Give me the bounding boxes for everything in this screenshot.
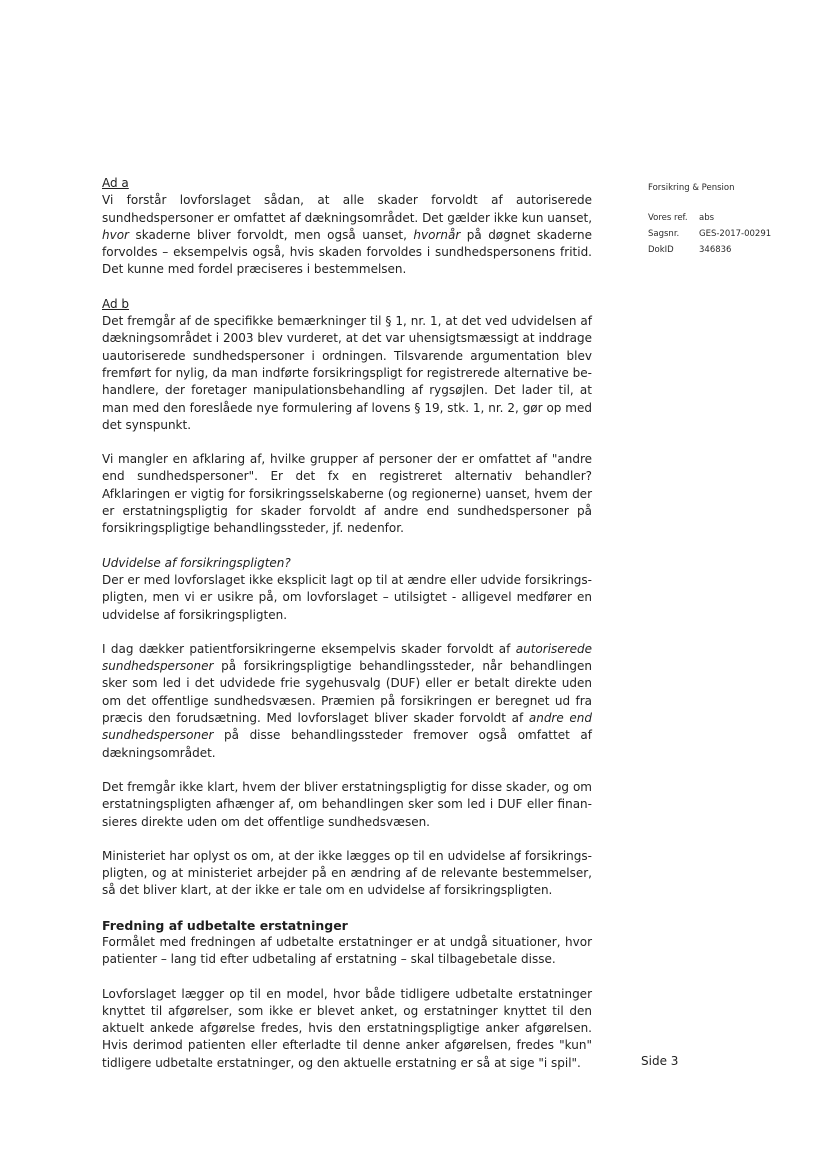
heading-udvidelse: Udvidelse af forsikringspligten? xyxy=(102,555,291,570)
reference-sidebar xyxy=(648,180,798,258)
heading-ad-a: Ad a xyxy=(102,176,129,190)
paragraph-udvidelse-1: Der er med lovforslaget ikke eksplicit lagt op til at ændre eller udvide forsikringspligten, men vi er usikre på, om lovforslaget – utilsigtet - alligevel medfører en udvidelse af forsikringspligten. xyxy=(102,572,592,622)
ref-value: GES-2017-00291 xyxy=(699,229,772,239)
ref-label: Vores ref. xyxy=(648,213,688,223)
heading-ad-b: Ad b xyxy=(102,296,130,311)
text-run: på døgnet skaderne forvoldes – eksempelvis også, hvis skaden forvoldes i sundhedspersonens fritid. Det kunne med fordel præciseres i bestemmelsen. xyxy=(102,227,592,277)
text-run: I dag dækker patientforsikringerne eksempelvis skader forvoldt af xyxy=(102,641,516,656)
paragraph-ad-b-1: Det fremgår af de specifikke bemærkninger til § 1, nr. 1, at det ved udvidelsen af dækningsområdet i 2003 blev vurderet, at det var uhensigtsmæssigt at inddrage uautoriserede sundhedspersoner i ordningen. Tilsvarende argumentation blev fremført for nylig, da man indførte forsikringspligt for registrerede alternative behandlere, der foretager manipulationsbehandling af rygsøjlen. Det lader til, at man med den foreslåede nye formulering af lovens § 19, stk. 1, nr. 2, gør op med det synspunkt. xyxy=(102,314,592,432)
italic-run: autoriserede sundhedspersoner xyxy=(102,641,592,674)
italic-run: hvor xyxy=(102,227,129,242)
text-run: på forsikringspligtige behandlingssteder, når behandlingen sker som led i det udvidede frie sygehusvalg (DUF) eller er betalt direkte uden om det offentlige sundhedsvæsen. Præmien på forsikringen er beregnet ud fra præcis den forudsætning. Med lovforslaget bliver skader forvoldt af xyxy=(102,659,592,726)
body-text xyxy=(102,175,592,1089)
paragraph-ad-a xyxy=(102,192,592,278)
page-number: Side 3 xyxy=(641,1054,679,1068)
paragraph-fredning-1: Formålet med fredningen af udbetalte erstatninger er at undgå situationer, hvor patienter – lang tid efter udbetaling af erstatning – skal tilbagebetale disse. xyxy=(102,934,592,967)
paragraph-udvidelse-2 xyxy=(102,641,592,762)
paragraph-fredning-2: Lovforslaget lægger op til en model, hvor både tidligere udbetalte erstatninger knyttet til afgørelser, som ikke er blevet anket, og erstatninger knyttet til den aktuelt ankede afgørelse fredes, hvis den erstatningspligtige anker afgørelsen. Hvis derimod patienten eller efterladte til denne anker afgørelsen, fredes "kun" tidligere udbetalte erstatninger, og den aktuelle erstatning er så at sige "i spil". xyxy=(102,986,592,1070)
ref-row xyxy=(648,242,798,258)
paragraph-udvidelse-4: Ministeriet har oplyst os om, at der ikke lægges op til en udvidelse af forsikringspligten, og at ministeriet arbejder på en ændring af de relevante bestemmelser, så det bliver klart, at der ikke er tale om en udvidelse af forsikringspligten. xyxy=(102,848,592,898)
italic-run: andre end sundhedspersoner xyxy=(102,711,593,743)
ref-value: 346836 xyxy=(699,245,732,255)
ref-label: DokID xyxy=(648,245,674,255)
organization-name: Forsikring & Pension xyxy=(648,183,735,193)
ref-label: Sagsnr. xyxy=(648,229,680,239)
text-run: Vi forstår lovforslaget sådan, at alle skader forvoldt af autoriserede sundhedspersoner er omfattet af dækningsområdet. Det gælder ikke kun uanset, xyxy=(102,193,593,225)
ref-value: abs xyxy=(699,213,715,223)
ref-row xyxy=(648,226,798,242)
ref-row xyxy=(648,210,798,226)
italic-run: hvornår xyxy=(413,227,461,242)
paragraph-ad-b-2: Vi mangler en afklaring af, hvilke grupper af personer der er omfattet af "andre end sundhedspersoner". Er det fx en registreret alternativ behandler? Afklaringen er vigtig for forsikringsselskaberne (og regionerne) uanset, hvem der er erstatningspligtig for skader forvoldt af andre end sundhedspersoner på forsikringspligtige behandlingssteder, jf. nedenfor. xyxy=(102,452,592,536)
text-run: skaderne bliver forvoldt, men også uanset, xyxy=(128,227,414,242)
paragraph-udvidelse-3: Det fremgår ikke klart, hvem der bliver erstatningspligtig for disse skader, og om erstatningspligten afhænger af, om behandlingen sker som led i DUF eller finansieres direkte uden om det offentlige sundhedsvæsen. xyxy=(102,779,592,829)
text-run: på disse behandlingssteder fremover også omfattet af dækningsområdet. xyxy=(102,728,592,760)
heading-fredning: Fredning af udbetalte erstatninger xyxy=(102,917,348,933)
